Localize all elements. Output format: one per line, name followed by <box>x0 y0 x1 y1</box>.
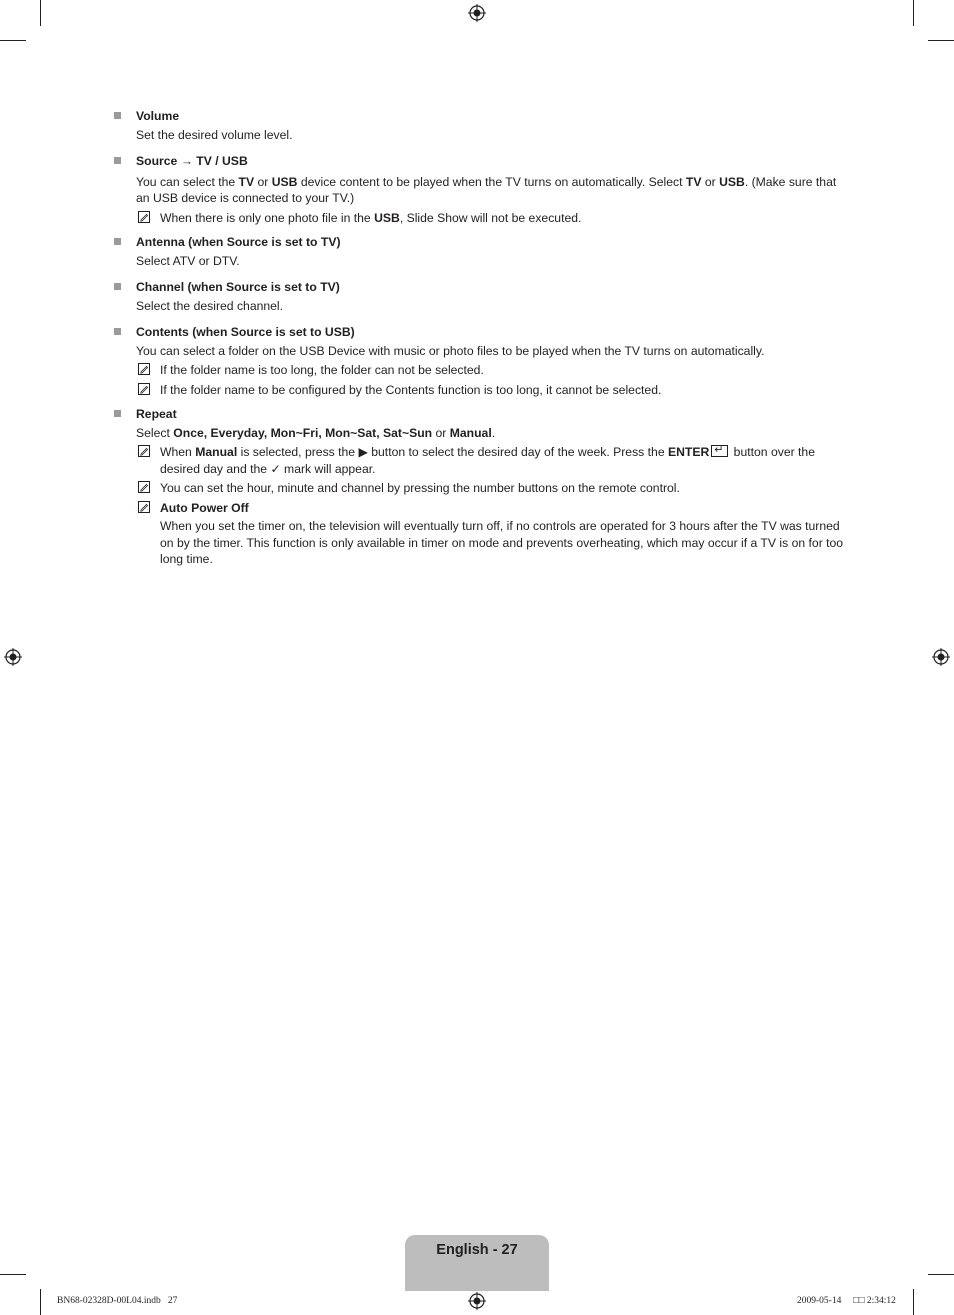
crop-mark <box>928 1274 954 1275</box>
section-repeat <box>114 406 844 568</box>
crop-mark <box>40 1289 41 1315</box>
text-run-bold: USB <box>271 174 298 189</box>
note-icon <box>138 363 150 375</box>
section-contents <box>114 324 844 398</box>
note <box>136 210 844 227</box>
crop-mark <box>913 1289 914 1315</box>
registration-mark-icon <box>468 4 486 22</box>
slug-time: □□ 2:34:12 <box>853 1296 896 1306</box>
crop-mark <box>0 40 26 41</box>
note <box>136 480 844 497</box>
square-bullet-icon <box>114 112 121 119</box>
crop-mark <box>913 0 914 26</box>
text-run-bold: USB <box>719 174 745 189</box>
text-run: or <box>432 425 450 440</box>
section-title: Volume <box>136 109 180 123</box>
note-icon <box>138 211 150 223</box>
section-description <box>136 174 844 207</box>
text-run-bold: ENTER <box>667 445 710 459</box>
crop-mark <box>928 40 954 41</box>
section-channel <box>114 279 844 314</box>
registration-mark-icon <box>932 648 950 666</box>
note-icon <box>138 383 150 395</box>
text-run: button to select the desired day of the week. Press the <box>367 445 668 459</box>
text-run-bold: TV <box>238 174 255 189</box>
text-run: , Slide Show will not be executed. <box>399 210 582 225</box>
text-run-bold: USB <box>374 210 400 225</box>
right-arrow-icon: ▶ <box>358 445 368 459</box>
page-number-tab <box>405 1235 549 1291</box>
section-description <box>136 425 844 442</box>
section-title: Source → TV / USB <box>136 154 248 168</box>
slug-date: 2009-05-14 <box>797 1296 842 1306</box>
note-text: If the folder name to be configured by the Contents function is too long, it cannot be selected. <box>160 382 662 397</box>
text-run-bold: Once, Everyday, Mon~Fri, Mon~Sat, Sat~Sun <box>173 425 433 440</box>
note <box>136 444 844 477</box>
text-run: or <box>254 174 272 189</box>
section-description: Select the desired channel. <box>136 298 284 313</box>
square-bullet-icon <box>114 157 121 164</box>
text-run: . <box>491 425 496 440</box>
crop-mark <box>40 0 41 26</box>
section-description: Select ATV or DTV. <box>136 253 240 268</box>
registration-mark-icon <box>468 1292 486 1310</box>
text-run: When <box>160 445 196 459</box>
section-title: Channel (when Source is set to TV) <box>136 280 340 294</box>
square-bullet-icon <box>114 410 121 417</box>
checkmark-icon: ✓ <box>270 461 281 476</box>
square-bullet-icon <box>114 238 121 245</box>
text-run: button over the desired day and the <box>160 445 815 476</box>
section-title: Repeat <box>136 407 177 421</box>
manual-content <box>114 108 844 578</box>
section-antenna <box>114 234 844 269</box>
registration-mark-icon <box>4 648 22 666</box>
enter-icon <box>711 445 728 457</box>
note-text: If the folder name is too long, the folder can not be selected. <box>160 363 484 377</box>
section-volume <box>114 108 844 143</box>
page-number: English - 27 <box>436 1242 518 1258</box>
note-icon <box>138 481 150 493</box>
text-run-bold: Manual <box>195 445 238 459</box>
note-text: When you set the timer on, the television will eventually turn off, if no controls are operated for 3 hours after the TV was turned on by the timer. This function is only available in timer on mode and prevents overheating, which may occur if a TV is on for too long time. <box>160 519 844 566</box>
text-run: or <box>701 174 720 189</box>
text-run: When there is only one photo file in the <box>160 210 375 225</box>
text-run: Select <box>136 425 174 440</box>
text-run: is selected, press the <box>237 445 359 459</box>
section-title: Antenna (when Source is set to TV) <box>136 235 341 249</box>
note-text: You can set the hour, minute and channel by pressing the number buttons on the remote control. <box>160 481 680 495</box>
note-icon <box>138 445 150 457</box>
text-run: mark will appear. <box>280 461 376 476</box>
note-title: Auto Power Off <box>160 500 249 515</box>
text-run-bold: Manual <box>449 425 492 440</box>
slug-file: BN68-02328D-00L04.indb 27 <box>57 1296 178 1306</box>
text-run: . (Make sure that an USB device is connected to your TV.) <box>136 174 837 205</box>
square-bullet-icon <box>114 283 121 290</box>
crop-mark <box>0 1274 26 1275</box>
note-icon <box>138 501 150 513</box>
section-description: Set the desired volume level. <box>136 127 293 142</box>
text-run-bold: TV <box>685 174 702 189</box>
note <box>136 362 844 379</box>
section-title: Contents (when Source is set to USB) <box>136 325 355 339</box>
note <box>136 382 844 399</box>
section-description: You can select a folder on the USB Device with music or photo files to be played when the TV turns on automatically. <box>136 343 765 358</box>
note <box>136 500 844 568</box>
text-run: device content to be played when the TV turns on automatically. Select <box>297 174 686 189</box>
square-bullet-icon <box>114 328 121 335</box>
text-run: You can select the <box>136 174 239 189</box>
section-source <box>114 153 844 226</box>
